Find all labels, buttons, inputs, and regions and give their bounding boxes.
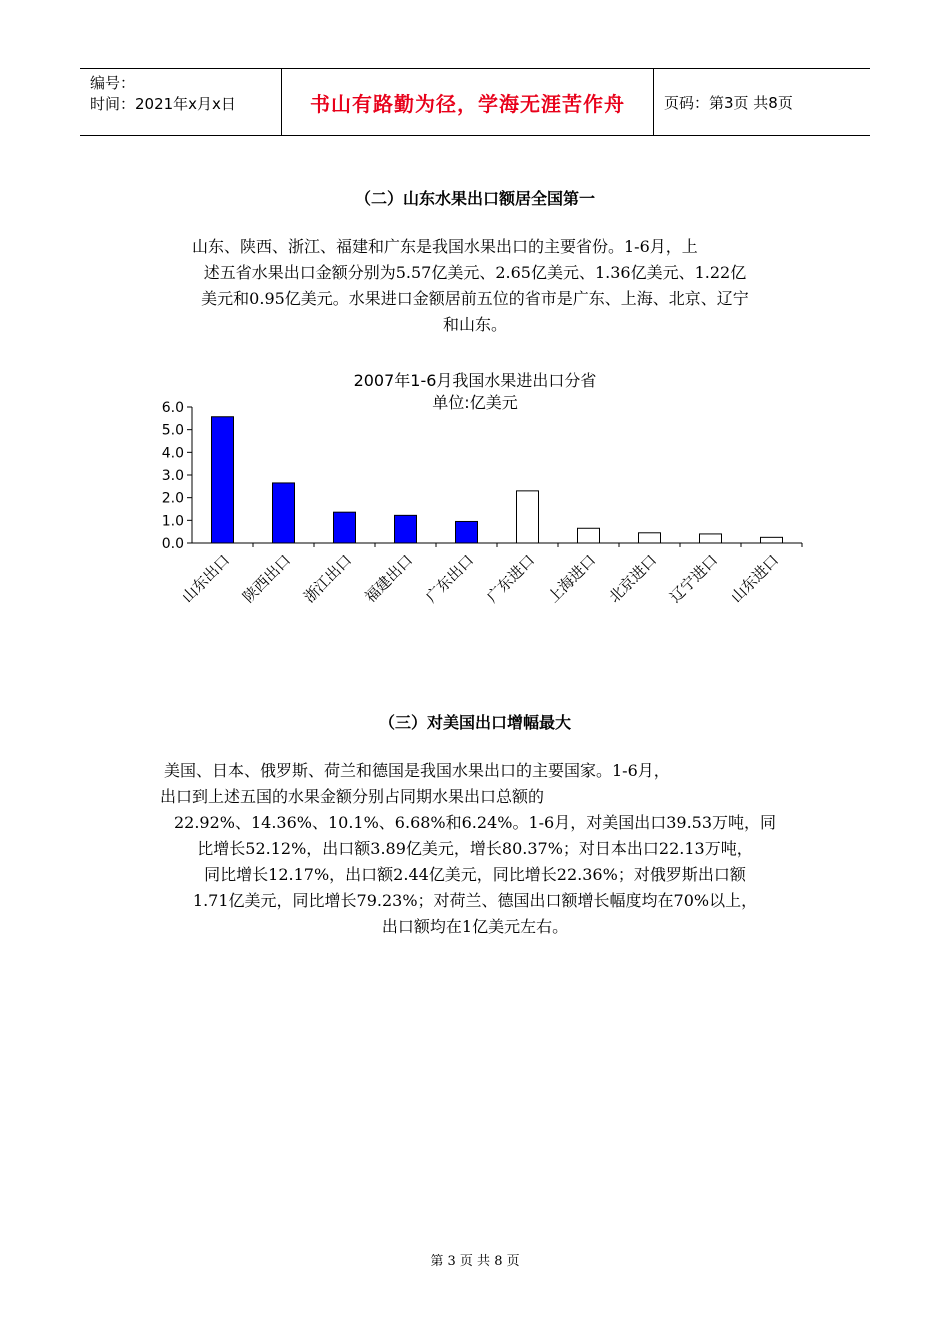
x-tick-label: 上海进口 (544, 551, 600, 607)
x-tick-label: 辽宁进口 (666, 551, 722, 607)
bar (334, 512, 356, 543)
x-tick-label: 广东进口 (483, 551, 539, 607)
section3-line: 1.71亿美元，同比增长79.23%；对荷兰、德国出口额增长幅度均在70%以上， (192, 891, 758, 910)
x-tick-label: 浙江出口 (300, 551, 356, 607)
x-tick-label: 陕西出口 (239, 551, 295, 607)
x-tick-label: 广东出口 (422, 551, 478, 607)
section3-line: 同比增长12.17%，出口额2.44亿美元，同比增长22.36%；对俄罗斯出口额 (204, 865, 746, 884)
section3-line: 出口额均在1亿美元左右。 (381, 917, 569, 936)
time-label: 时间：2021年x月x日 (90, 95, 236, 113)
section3-line: 22.92%、14.36%、10.1%、6.68%和6.24%。1-6月，对美国出口39.53万吨，同 (173, 813, 777, 832)
y-tick-label: 4.0 (161, 445, 184, 462)
motto: 书山有路勤为径，学海无涯苦作舟 (282, 69, 654, 135)
section3-line: 比增长52.12%，出口额3.89亿美元，增长80.37%；对日本出口22.13万吨， (197, 839, 753, 858)
section2-heading: （二）山东水果出口额居全国第一 (354, 189, 595, 208)
section2-line: 述五省水果出口金额分别为5.57亿美元、2.65亿美元、1.36亿美元、1.22亿 (203, 263, 747, 282)
page-label: 页码：第3页 共8页 (664, 93, 793, 112)
bar (517, 491, 539, 543)
section3-line: 美国、日本、俄罗斯、荷兰和德国是我国水果出口的主要国家。1-6月， (164, 761, 670, 780)
chart-subtitle: 单位:亿美元 (432, 393, 518, 412)
bar (395, 515, 417, 543)
x-tick-label: 福建出口 (361, 551, 417, 607)
chart-title: 2007年1-6月我国水果进出口分省 (353, 371, 597, 390)
x-tick-label: 山东进口 (727, 551, 783, 607)
header-meta-cell (80, 69, 282, 135)
section2-line: 山东、陕西、浙江、福建和广东是我国水果出口的主要省份。1-6月，上 (192, 237, 698, 256)
page-footer: 第 3 页 共 8 页 (430, 1254, 520, 1269)
section2-line: 美元和0.95亿美元。水果进口金额居前五位的省市是广东、上海、北京、辽宁 (201, 289, 749, 308)
section2-line: 和山东。 (442, 315, 507, 334)
x-tick-label: 北京进口 (605, 551, 661, 607)
bar (273, 483, 295, 543)
section3-heading: （三）对美国出口增幅最大 (378, 713, 571, 732)
bar (761, 537, 783, 543)
header-table (80, 68, 870, 136)
bar (639, 533, 661, 543)
bar-chart (130, 360, 820, 660)
bar (578, 528, 600, 543)
section3-paragraph (140, 758, 810, 940)
y-tick-label: 6.0 (161, 400, 184, 416)
bar (700, 534, 722, 543)
y-tick-label: 1.0 (161, 513, 184, 530)
y-tick-label: 0.0 (161, 536, 184, 552)
section3-line: 出口到上述五国的水果金额分别占同期水果出口总额的 (160, 787, 545, 806)
y-tick-label: 3.0 (161, 468, 184, 484)
bar (212, 417, 234, 543)
section2-paragraph (140, 234, 810, 338)
y-tick-label: 5.0 (161, 422, 184, 439)
id-label: 编号： (90, 74, 136, 92)
y-tick-label: 2.0 (161, 490, 184, 507)
bar (456, 521, 478, 543)
x-tick-label: 山东出口 (178, 551, 234, 607)
